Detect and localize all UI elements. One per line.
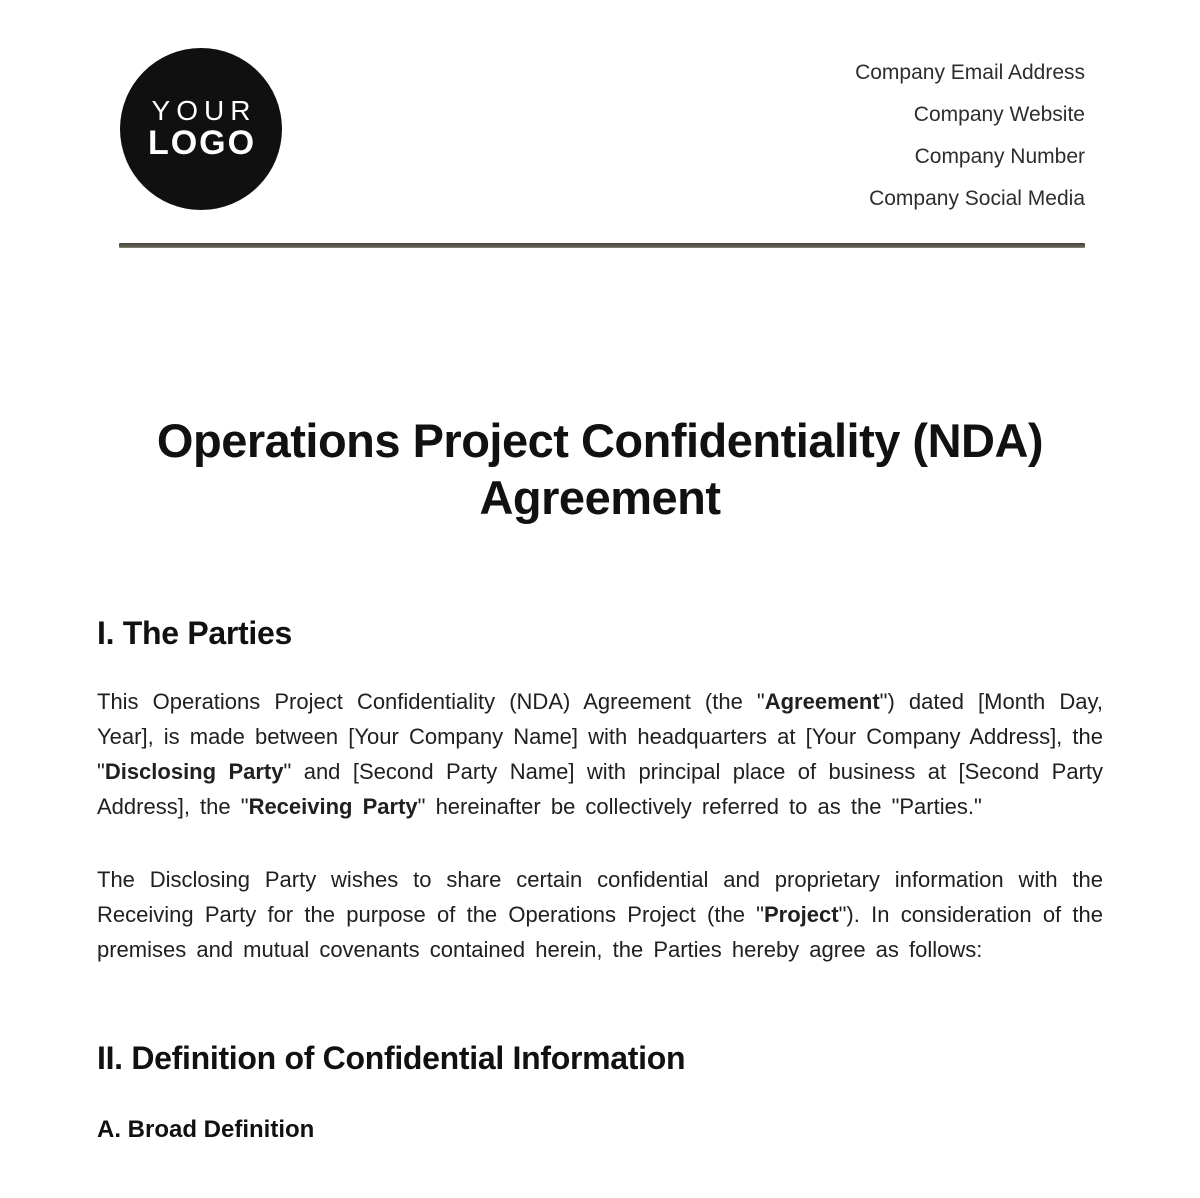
contact-email: Company Email Address — [855, 61, 1085, 84]
document-title: Operations Project Confidentiality (NDA) Agreement — [156, 414, 1044, 524]
header-divider — [119, 243, 1085, 248]
document-body — [0, 412, 1200, 1145]
section-heading-parties: I. The Parties — [97, 615, 292, 651]
company-contact-block — [855, 52, 1085, 220]
subsection-heading-broad-definition: A. Broad Definition — [97, 1116, 315, 1143]
parties-paragraph-1: This Operations Project Confidentiality (NDA) Agreement (the "Agreement") dated [Month Day, Year], is made between [Your Company Name] with headquarters at [Your Company Address], the "Disclosing Party" and [Second Party Name] with principal place of business at [Second Party Address], the "Receiving Party" hereinafter be collectively referred to as the "Parties." — [97, 689, 1104, 819]
page-header — [0, 0, 1200, 220]
contact-social-media: Company Social Media — [869, 187, 1085, 210]
contact-number: Company Number — [914, 145, 1085, 168]
logo-text-logo: LOGO — [147, 123, 257, 162]
logo-text-your: YOUR — [151, 95, 257, 127]
parties-paragraph-2: The Disclosing Party wishes to share certain confidential and proprietary information with the Receiving Party for the purpose of the Operations Project (the "Project"). In consideration of the premises and mutual covenants contained herein, the Parties hereby agree as follows: — [97, 867, 1103, 962]
contact-website: Company Website — [913, 103, 1085, 126]
company-logo — [120, 48, 282, 210]
section-heading-definition: II. Definition of Confidential Information — [97, 1040, 686, 1076]
